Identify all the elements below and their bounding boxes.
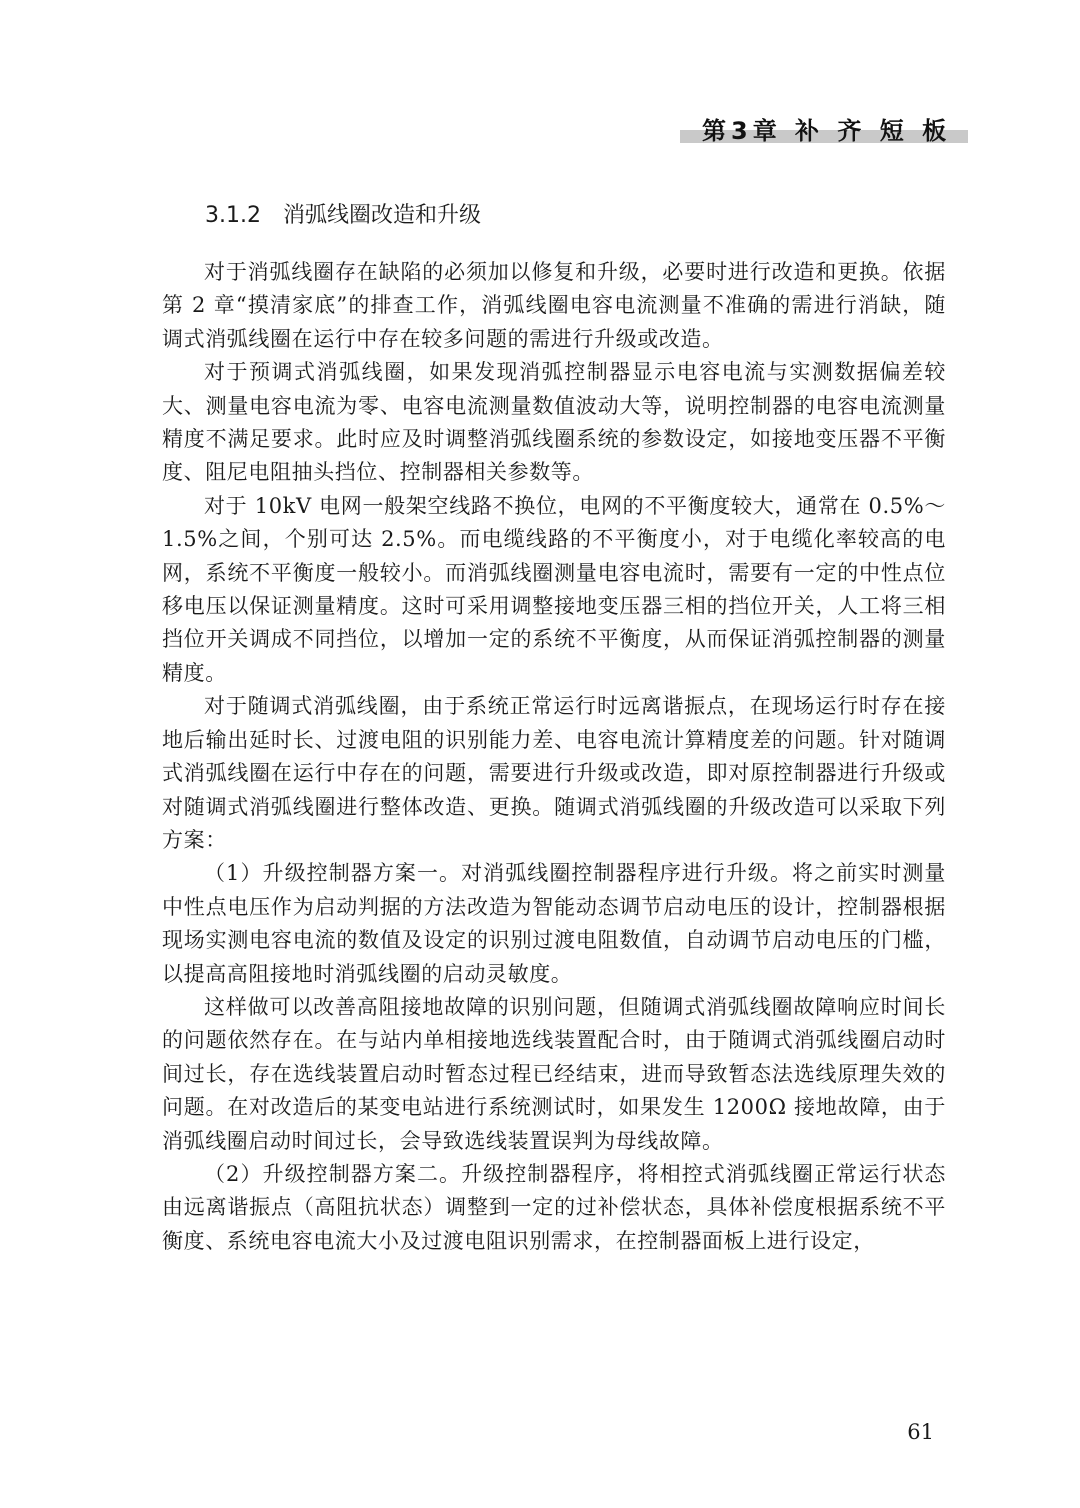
paragraph: 对于消弧线圈存在缺陷的必须加以修复和升级，必要时进行改造和更换。依据第 2 章“摸清家底”的排查工作，消弧线圈电容电流测量不准确的需进行消缺，随调式消弧线圈在运行中存在较多问题的需进行升级或改造。 — [162, 260, 946, 351]
paragraph: （2）升级控制器方案二。升级控制器程序，将相控式消弧线圈正常运行状态由远离谐振点（高阻抗状态）调整到一定的过补偿状态，具体补偿度根据系统不平衡度、系统电容电流大小及过渡电阻识别需求，在控制器面板上进行设定， — [162, 1161, 946, 1253]
page-number: 61 — [907, 1420, 934, 1444]
paragraph: 对于 10kV 电网一般架空线路不换位，电网的不平衡度较大，通常在 0.5%～1.5%之间，个别可达 2.5%。而电缆线路的不平衡度小，对于电缆化率较高的电网，系统不平衡度一般较小。而消弧线圈测量电容电流时，需要有一定的中性点位移电压以保证测量精度。这时可采用调整接地变压器三相的挡位开关，人工将三相挡位开关调成不同挡位，以增加一定的系统不平衡度，从而保证消弧控制器的测量精度。 — [162, 493, 946, 685]
section-title: 消弧线圈改造和升级 — [282, 203, 481, 228]
section-heading — [205, 198, 481, 229]
chapter-title: 第3章 补 齐 短 板 — [702, 117, 952, 145]
section-number: 3.1.2 — [205, 203, 261, 228]
paragraph: 对于预调式消弧线圈，如果发现消弧控制器显示电容电流与实测数据偏差较大、测量电容电流为零、电容电流测量数值波动大等，说明控制器的电容电流测量精度不满足要求。此时应及时调整消弧线圈系统的参数设定，如接地变压器不平衡度、阻尼电阻抽头挡位、控制器相关参数等。 — [162, 360, 946, 485]
paragraph: 对于随调式消弧线圈，由于系统正常运行时远离谐振点，在现场运行时存在接地后输出延时长、过渡电阻的识别能力差、电容电流计算精度差的问题。针对随调式消弧线圈在运行中存在的问题，需要进行升级或改造，即对原控制器进行升级或对随调式消弧线圈进行整体改造、更换。随调式消弧线圈的升级改造可以采取下列方案： — [162, 694, 946, 852]
paragraph: （1）升级控制器方案一。对消弧线圈控制器程序进行升级。将之前实时测量中性点电压作为启动判据的方法改造为智能动态调节启动电压的设计，控制器根据现场实测电容电流的数值及设定的识别过渡电阻数值，自动调节启动电压的门槛，以提高高阻接地时消弧线圈的启动灵敏度。 — [162, 861, 946, 986]
paragraph: 这样做可以改善高阻接地故障的识别问题，但随调式消弧线圈故障响应时间长的问题依然存在。在与站内单相接地选线装置配合时，由于随调式消弧线圈启动时间过长，存在选线装置启动时暂态过程已经结束，进而导致暂态法选线原理失效的问题。在对改造后的某变电站进行系统测试时，如果发生 1200Ω 接地故障，由于消弧线圈启动时间过长，会导致选线装置误判为母线故障。 — [162, 994, 946, 1153]
chapter-header — [680, 116, 968, 146]
body-text — [162, 256, 946, 1258]
